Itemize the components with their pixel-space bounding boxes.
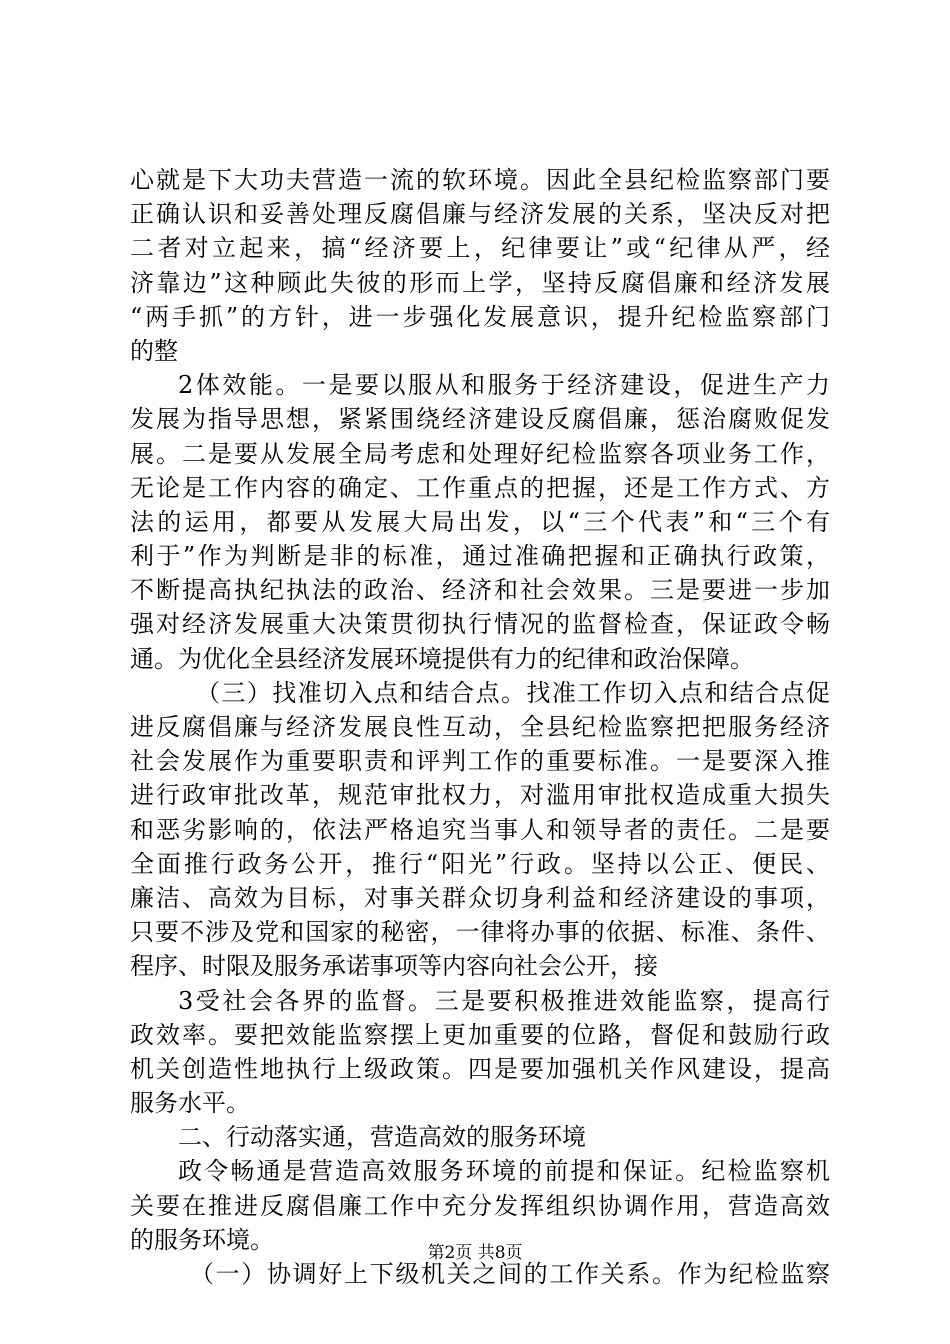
text-line: 不断提高执纪执法的政治、经济和社会效果。三是要进一步加 [130, 576, 830, 605]
text-line: 全面推行政务公开，推行“阳光”行政。坚持以公正、便民、 [130, 849, 830, 878]
text-line: 强对经济发展重大决策贯彻执行情况的监督检查，保证政令畅 [130, 610, 830, 639]
text-line: 进行政审批改革，规范审批权力，对滥用审批权造成重大损失 [130, 781, 830, 810]
section-heading: 二、行动落实通，营造高效的服务环境 [178, 1123, 586, 1152]
text-line: 和恶劣影响的，依法严格追究当事人和领导者的责任。二是要 [130, 815, 830, 844]
text-line: 展。二是要从发展全局考虑和处理好纪检监察各项业务工作， [130, 439, 830, 468]
text-line: 无论是工作内容的确定、工作重点的把握，还是工作方式、方 [130, 473, 830, 502]
text-line: 法的运用，都要从发展大局出发，以“三个代表”和“三个有 [130, 507, 830, 536]
text-line: 关要在推进反腐倡廉工作中充分发挥组织协调作用，营造高效 [130, 1191, 830, 1220]
text-line: 只要不涉及党和国家的秘密，一律将办事的依据、标准、条件、 [130, 918, 830, 947]
text-line: 程序、时限及服务承诺事项等内容向社会公开，接 [130, 952, 658, 981]
text-line: 通。为优化全县经济发展环境提供有力的纪律和政治保障。 [130, 644, 754, 673]
text-line: 服务水平。 [130, 1089, 250, 1118]
text-line: 2体效能。一是要以服从和服务于经济建设，促进生产力 [178, 371, 830, 400]
text-line: （三）找准切入点和结合点。找准工作切入点和结合点促 [196, 678, 830, 707]
text-line: 心就是下大功夫营造一流的软环境。因此全县纪检监察部门要 [130, 166, 830, 194]
text-line: 发展为指导思想，紧紧围绕经济建设反腐倡廉，惩治腐败促发 [130, 405, 830, 434]
text-line: 社会发展作为重要职责和评判工作的重要标准。一是要深入推 [130, 747, 830, 776]
text-line: 利于”作为判断是非的标准，通过准确把握和正确执行政策， [130, 542, 830, 571]
text-line: 进反腐倡廉与经济发展良性互动，全县纪检监察把把服务经济 [130, 713, 830, 741]
body-text [130, 163, 830, 1291]
text-line: 的服务环境。 [130, 1225, 274, 1254]
text-line: 机关创造性地执行上级政策。四是要加强机关作风建设，提高 [130, 1054, 830, 1083]
text-line: 廉洁、高效为目标，对事关群众切身利益和经济建设的事项， [130, 883, 830, 912]
text-line: 济靠边”这种顾此失彼的形而上学，坚持反腐倡廉和经济发展 [130, 268, 830, 297]
text-line: 政效率。要把效能监察摆上更加重要的位路，督促和鼓励行政 [130, 1020, 830, 1049]
text-line: “两手抓”的方针，进一步强化发展意识，提升纪检监察部门 [130, 302, 830, 331]
text-line: 二者对立起来，搞“经济要上，纪律要让”或“纪律从严，经 [130, 234, 830, 263]
text-line: 正确认识和妥善处理反腐倡廉与经济发展的关系，坚决反对把 [130, 200, 830, 229]
text-line: （一）协调好上下级机关之间的工作关系。作为纪检监察 [190, 1260, 830, 1288]
text-line: 的整 [130, 336, 178, 365]
page-number-footer: 第2页 共8页 [427, 1243, 523, 1263]
text-line: 政令畅通是营造高效服务环境的前提和保证。纪检监察机 [178, 1157, 830, 1186]
text-line: 3受社会各界的监督。三是要积极推进效能监察，提高行 [178, 986, 830, 1015]
